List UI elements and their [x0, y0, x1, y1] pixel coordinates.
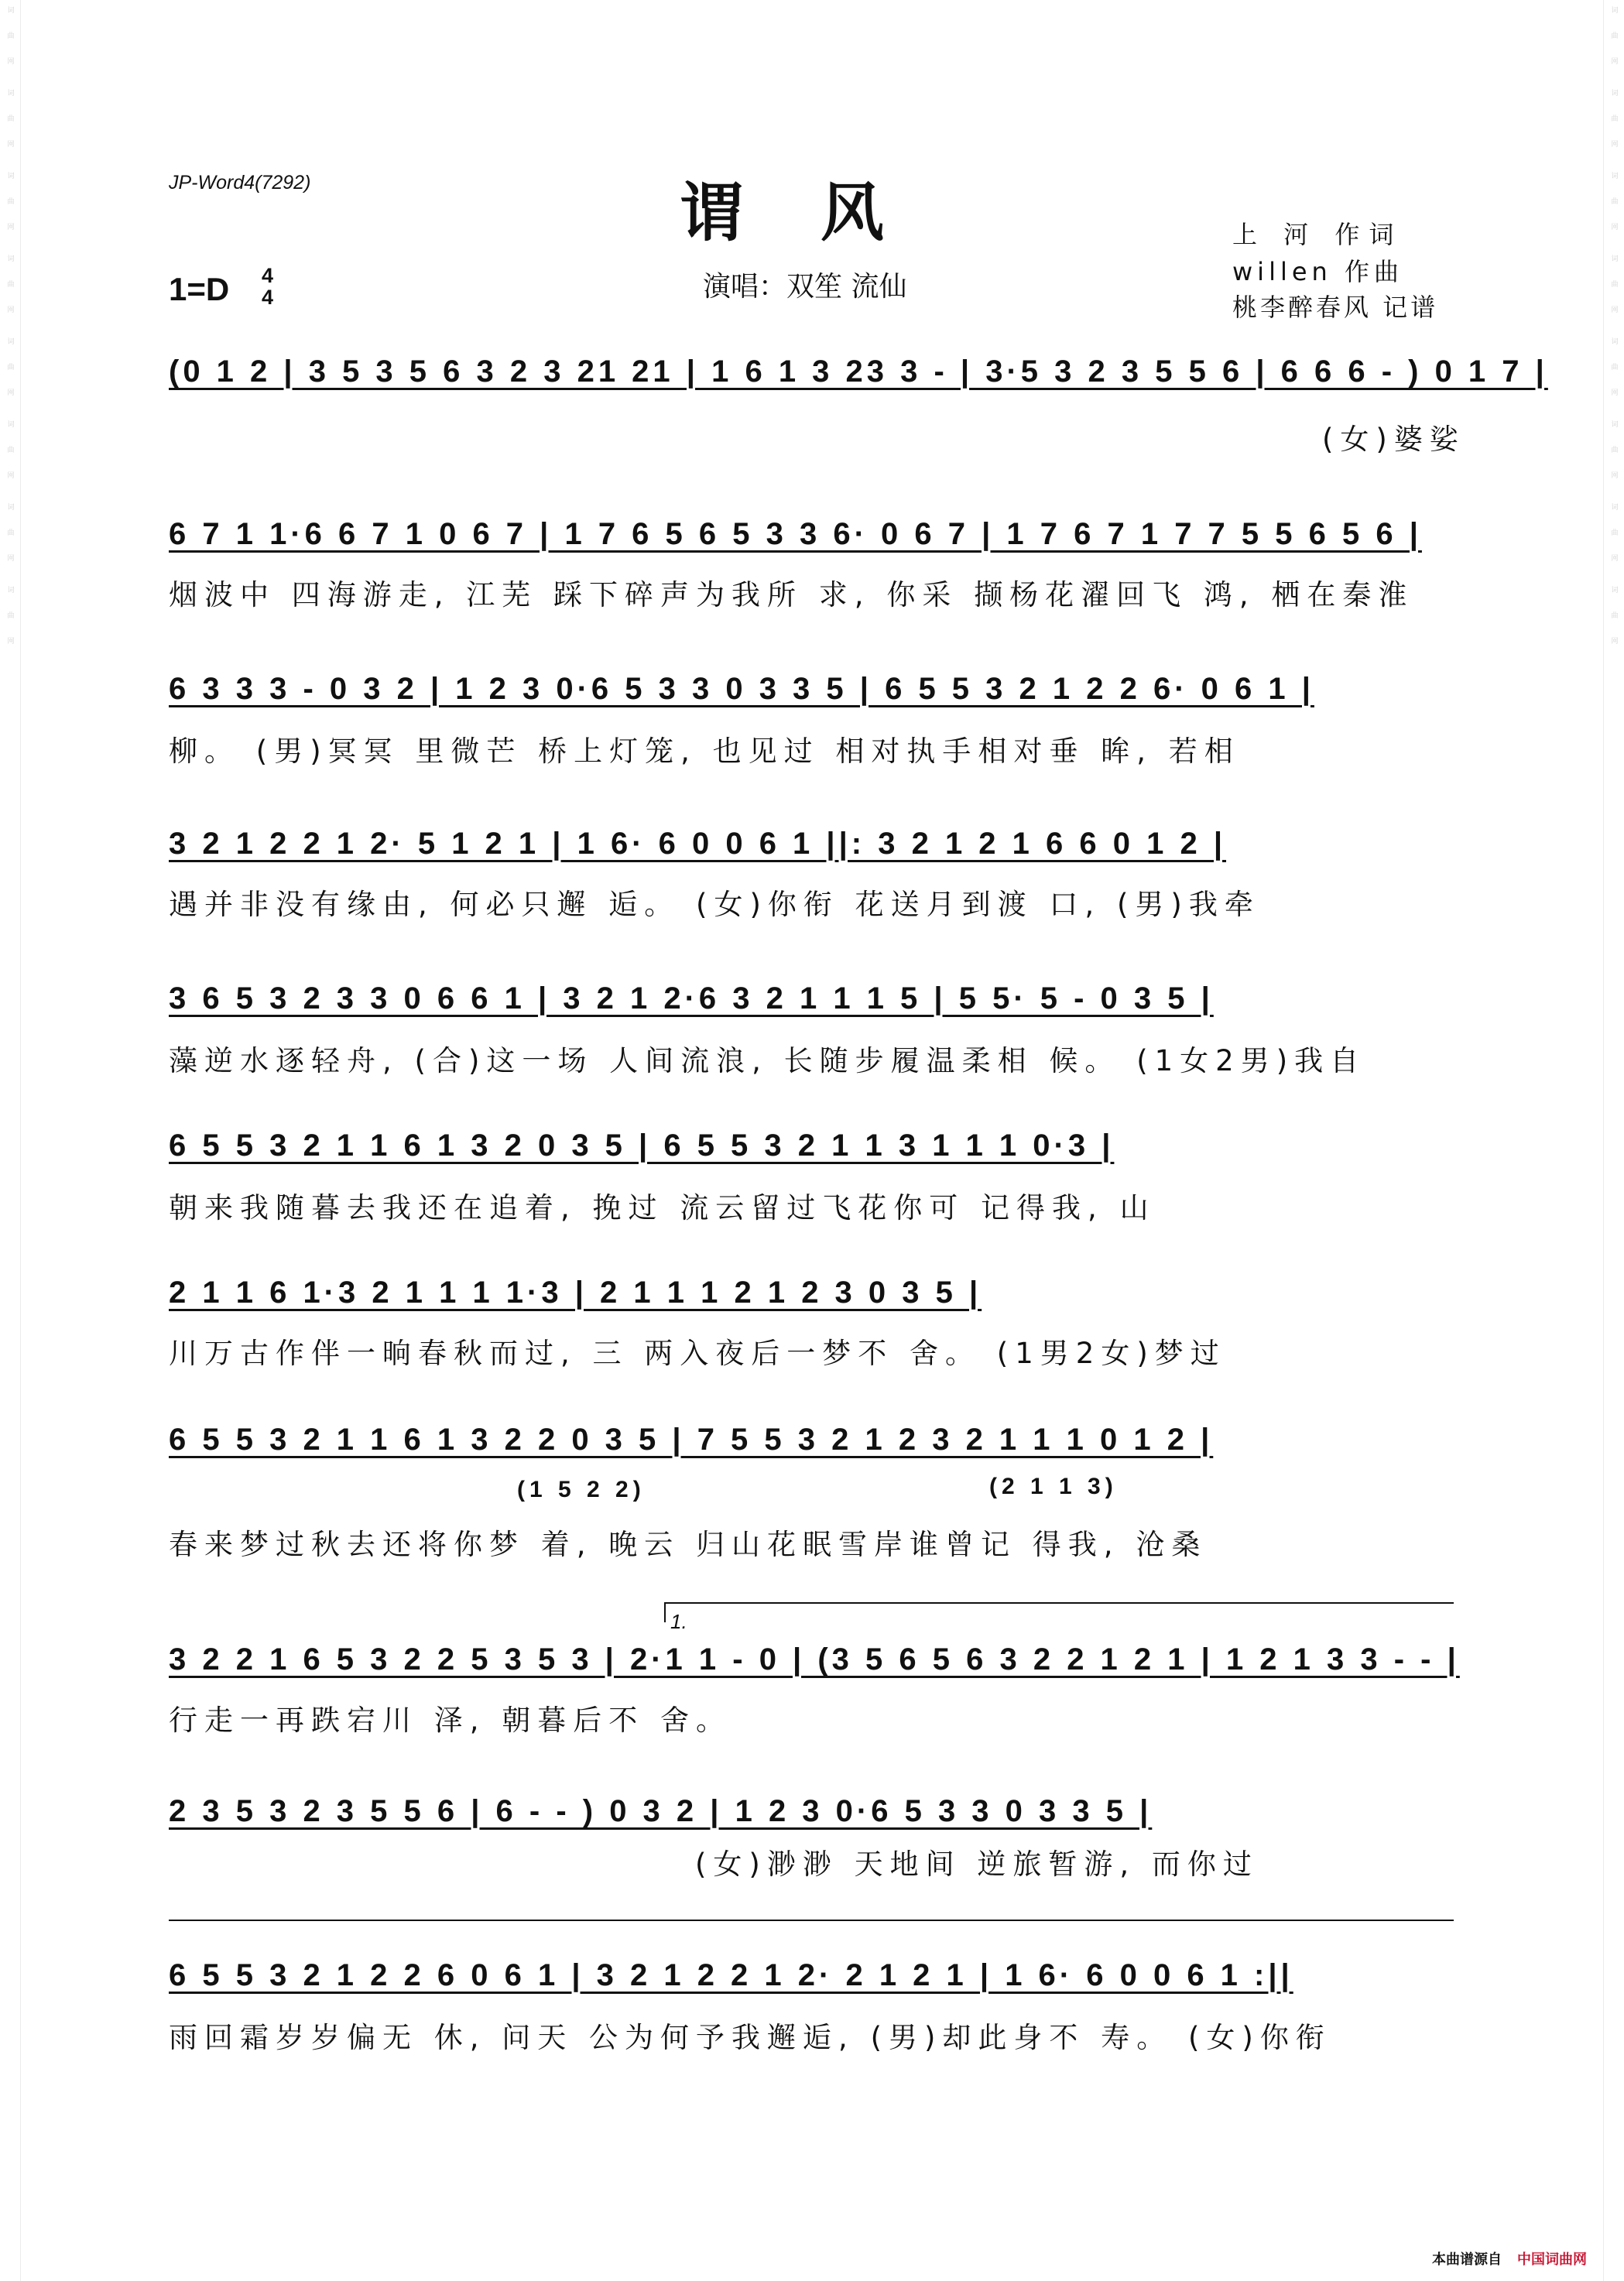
alternative-notes-right: (2 1 1 3)	[989, 1474, 1118, 1499]
watermark-text: 词曲网	[5, 420, 14, 497]
watermark-text: 词曲网	[5, 172, 14, 248]
watermark-text: 词曲网	[1609, 503, 1618, 580]
lyric-line: (女)婆娑	[1322, 423, 1465, 456]
watermark-text: 词曲网	[1609, 89, 1618, 166]
watermark-text: 词曲网	[1609, 6, 1618, 83]
lyric-line: 川万古作伴一晌春秋而过, 三 两入夜后一梦不 舍。 (1男2女)梦过	[169, 1337, 1226, 1370]
ending-bracket-line	[169, 1920, 1454, 1921]
lyric-line: 烟波中 四海游走, 江芜 踩下碎声为我所 求, 你采 撷杨花濯回飞 鸿, 栖在秦淮	[169, 578, 1414, 611]
footer-site-link[interactable]: 中国词曲网	[1517, 2252, 1587, 2268]
watermark-text: 词曲网	[5, 6, 14, 83]
watermark-text: 词曲网	[1609, 420, 1618, 497]
notation-line: 3 6 5 3 2 3 3 0 6 6 1 | 3 2 1 2·6 3 2 1 1 1 5 | 5 5· 5 - 0 3 5 |	[169, 981, 1214, 1015]
lyric-line: 行走一再跌宕川 泽, 朝暮后不 舍。	[169, 1704, 732, 1737]
watermark-text: 词曲网	[1609, 586, 1618, 663]
left-watermark-strip	[0, 0, 21, 2281]
time-signature-top: 4	[262, 264, 274, 287]
watermark-text: 词曲网	[5, 586, 14, 663]
lyric-line: 春来梦过秋去还将你梦 着, 晚云 归山花眠雪岸谁曾记 得我, 沧桑	[169, 1528, 1208, 1561]
key-signature: 1=D	[169, 271, 230, 307]
notation-line: 2 1 1 6 1·3 2 1 1 1 1·3 | 2 1 1 1 2 1 2 3 0 3 5 |	[169, 1276, 982, 1310]
right-watermark-strip	[1603, 0, 1624, 2281]
composer-credit: willen 作曲	[1232, 257, 1403, 286]
notation-line: 6 5 5 3 2 1 2 2 6 0 6 1 | 3 2 1 2 2 1 2· 2 1 2 1 | 1 6· 6 0 0 6 1 :||	[169, 1958, 1293, 1992]
lyric-line: (女)渺渺 天地间 逆旅暂游, 而你过	[695, 1848, 1259, 1881]
performer-credit: 演唱：双笙 流仙	[703, 271, 907, 303]
watermark-text: 词曲网	[5, 255, 14, 331]
lyric-line: 藻逆水逐轻舟, (合)这一场 人间流浪, 长随步履温柔相 候。 (1女2男)我自	[169, 1044, 1366, 1077]
lyric-line: 遇并非没有缘由, 何必只邂 逅。 (女)你衔 花送月到渡 口, (男)我牵	[169, 888, 1260, 921]
notation-line: 3 2 2 1 6 5 3 2 2 5 3 5 3 | 2·1 1 - 0 | (3 5 6 5 6 3 2 2 1 2 1 | 1 2 1 3 3 - - |	[169, 1642, 1460, 1677]
lyric-line: 柳。 (男)冥冥 里微芒 桥上灯笼, 也见过 相对执手相对垂 眸, 若相	[169, 735, 1240, 768]
notation-line: 6 5 5 3 2 1 1 6 1 3 2 2 0 3 5 | 7 5 5 3 2 1 2 3 2 1 1 1 0 1 2 |	[169, 1423, 1214, 1457]
watermark-text: 词曲网	[5, 337, 14, 414]
song-title: 谓风	[680, 176, 962, 250]
watermark-text: 词曲网	[5, 89, 14, 166]
watermark-text: 词曲网	[1609, 337, 1618, 414]
software-version: JP-Word4(7292)	[169, 172, 311, 194]
watermark-text: 词曲网	[1609, 255, 1618, 331]
notation-line: 6 7 1 1·6 6 7 1 0 6 7 | 1 7 6 5 6 5 3 3 6· 0 6 7 | 1 7 6 7 1 7 7 5 5 6 5 6 |	[169, 517, 1422, 551]
notation-line: 3 2 1 2 2 1 2· 5 1 2 1 | 1 6· 6 0 0 6 1 ||: 3 2 1 2 1 6 6 0 1 2 |	[169, 827, 1227, 861]
notation-line: (0 1 2 | 3 5 3 5 6 3 2 3 21 21 | 1 6 1 3 23 3 - | 3·5 3 2 3 5 5 6 | 6 6 6 - ) 0 1 7 |	[169, 354, 1548, 389]
lyric-line: 雨回霜岁岁偏无 休, 问天 公为何予我邂逅, (男)却此身不 寿。 (女)你衔	[169, 2021, 1331, 2054]
first-ending-bracket	[664, 1602, 1454, 1622]
notation-line: 2 3 5 3 2 3 5 5 6 | 6 - - ) 0 3 2 | 1 2 3 0·6 5 3 3 0 3 3 5 |	[169, 1794, 1153, 1828]
footer-source-label: 本曲谱源自	[1432, 2252, 1502, 2268]
lyricist-credit: 上 河 作词	[1232, 220, 1403, 249]
alternative-notes-left: (1 5 2 2)	[517, 1477, 646, 1502]
time-signature	[262, 265, 273, 308]
transcriber-credit: 桃李醉春风 记谱	[1232, 293, 1439, 322]
watermark-text: 词曲网	[1609, 172, 1618, 248]
first-ending-number: 1.	[670, 1610, 687, 1633]
time-signature-bottom: 4	[262, 286, 274, 309]
lyric-line: 朝来我随暮去我还在追着, 挽过 流云留过飞花你可 记得我, 山	[169, 1191, 1156, 1224]
notation-line: 6 3 3 3 - 0 3 2 | 1 2 3 0·6 5 3 3 0 3 3 5 | 6 5 5 3 2 1 2 2 6· 0 6 1 |	[169, 672, 1314, 706]
watermark-text: 词曲网	[5, 503, 14, 580]
notation-line: 6 5 5 3 2 1 1 6 1 3 2 0 3 5 | 6 5 5 3 2 1 1 3 1 1 1 0·3 |	[169, 1129, 1115, 1163]
